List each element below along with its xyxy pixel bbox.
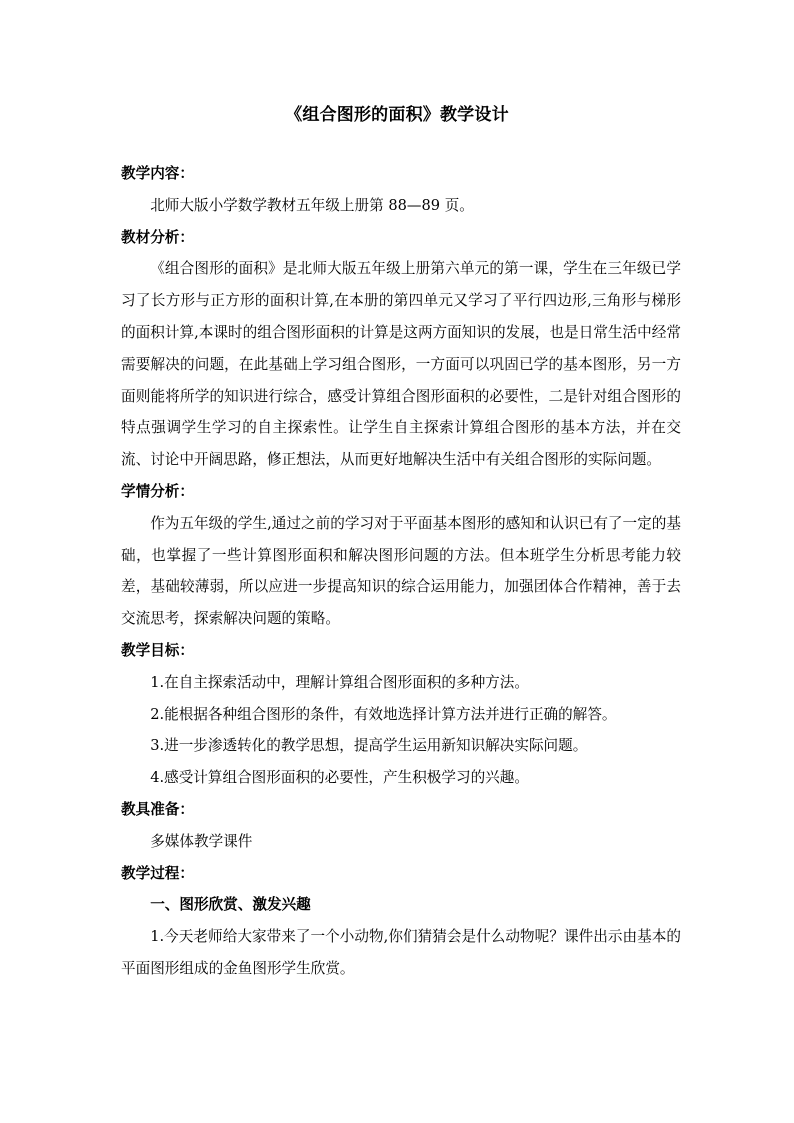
section-heading-students: 学情分析： xyxy=(121,482,194,500)
process-subheading: 一、图形欣赏、激发兴趣 xyxy=(150,896,311,914)
section-heading-material: 教材分析： xyxy=(121,228,194,246)
section-text-material: 《组合图形的面积》是北师大版五年级上册第六单元的第一课，学生在三年级已学习了长方形与正方形的面积计算,在本册的第四单元又学习了平行四边形,三角形与梯形的面积计算,本课时的组合图形面积的计算是这两方面知识的发展，也是日常生活中经常需要解决的问题，在此基础上学习组合图形，一方面可以巩固已学的基本图形，另一方面则能将所学的知识进行综合，感受计算组合图形面积的必要性，二是针对组合图形的特点强调学生学习的自主探索性。让学生自主探索计算组合图形的基本方法，并在交流、讨论中开阔思路，修正想法，从而更好地解决生活中有关组合图形的实际问题。 xyxy=(121,260,681,469)
document-title: 《组合图形的面积》教学设计 xyxy=(285,105,509,125)
goal-item: 2.能根据各种组合图形的条件，有效地选择计算方法并进行正确的解答。 xyxy=(150,705,617,723)
section-text-tools: 多媒体教学课件 xyxy=(150,832,253,850)
goal-item: 4.感受计算组合图形面积的必要性，产生积极学习的兴趣。 xyxy=(150,769,529,787)
document-body xyxy=(121,158,681,985)
section-heading-process: 教学过程： xyxy=(121,864,194,882)
goal-item: 1.在自主探索活动中，理解计算组合图形面积的多种方法。 xyxy=(150,673,529,691)
section-text-content: 北师大版小学数学教材五年级上册第 88—89 页。 xyxy=(150,196,474,214)
section-heading-tools: 教具准备： xyxy=(121,800,194,818)
section-text-students: 作为五年级的学生,通过之前的学习对于平面基本图形的感知和认识已有了一定的基础，也掌握了一些计算图形面积和解决图形问题的方法。但本班学生分析思考能力较差，基础较薄弱，所以应进一步提高知识的综合运用能力，加强团体合作精神，善于去交流思考，探索解决问题的策略。 xyxy=(121,514,681,628)
section-heading-content: 教学内容： xyxy=(121,165,194,182)
goal-item: 3.进一步渗透转化的教学思想，提高学生运用新知识解决实际问题。 xyxy=(150,737,588,755)
section-heading-goals: 教学目标： xyxy=(121,641,194,659)
section-text-process: 1.今天老师给大家带来了一个小动物,你们猜猜会是什么动物呢？课件出示由基本的平面图形组成的金鱼图形学生欣赏。 xyxy=(121,928,681,977)
